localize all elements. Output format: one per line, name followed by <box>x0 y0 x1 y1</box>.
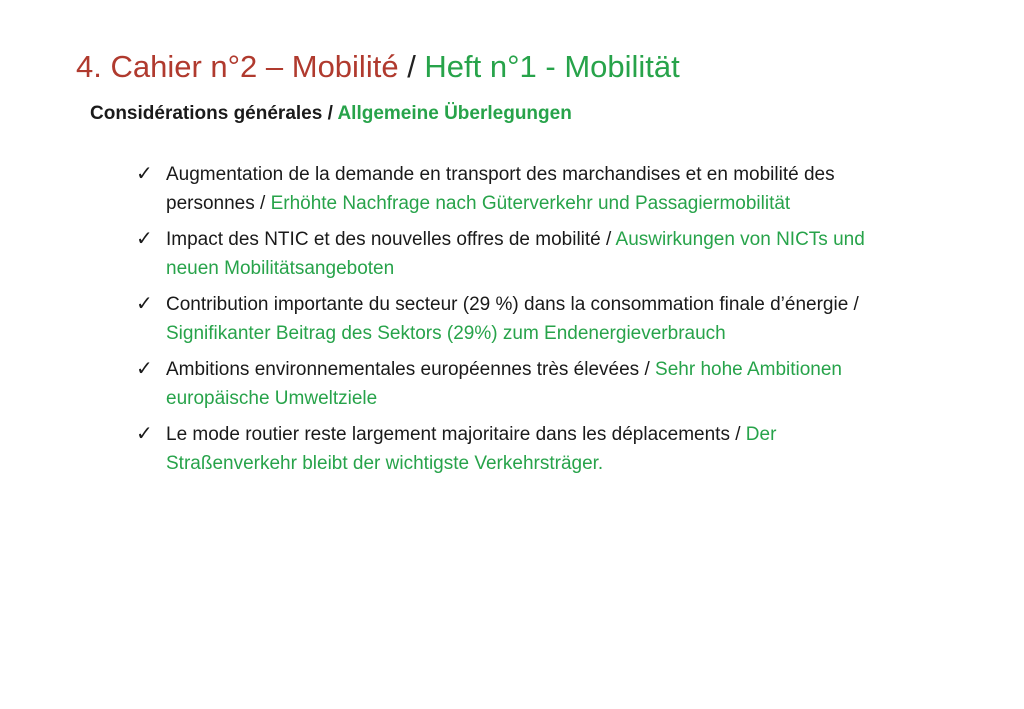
title-separator: / <box>398 49 425 84</box>
checkmark-icon: ✓ <box>136 423 153 445</box>
bullet-french: Ambitions environnementales européennes très élevées <box>166 359 640 380</box>
bullet-item <box>136 290 896 348</box>
bullet-german: Signifikanter Beitrag des Sektors (29%) zum Endenergieverbrauch <box>166 323 726 344</box>
section-subtitle <box>90 100 572 128</box>
bullet-item <box>136 225 896 283</box>
subtitle-french: Considérations générales <box>90 103 323 124</box>
subtitle-separator: / <box>322 103 338 124</box>
bullet-separator: / <box>254 193 271 214</box>
bullet-french: Impact des NTIC et des nouvelles offres de mobilité <box>166 229 601 250</box>
bullet-separator: / <box>639 359 656 380</box>
subtitle-german: Allgemeine Überlegungen <box>337 103 572 124</box>
bullet-separator: / <box>848 294 859 315</box>
bullet-german: Der Straßenverkehr bleibt der wichtigste Verkehrsträger. <box>166 424 777 474</box>
bullet-separator: / <box>600 229 616 250</box>
bullet-german: Erhöhte Nachfrage nach Güterverkehr und Passagiermobilität <box>270 193 791 214</box>
bullet-item <box>136 160 896 218</box>
bullet-list <box>136 160 896 485</box>
bullet-german: Auswirkungen von NICTs und neuen Mobilitätsangeboten <box>166 229 865 279</box>
bullet-french: Contribution importante du secteur (29 %) dans la consommation finale d’énergie <box>166 294 849 315</box>
checkmark-icon: ✓ <box>136 293 153 315</box>
checkmark-icon: ✓ <box>136 358 153 380</box>
title-german: Heft n°1 - Mobilität <box>424 49 680 84</box>
bullet-item <box>136 420 896 478</box>
title-french: 4. Cahier n°2 – Mobilité <box>76 49 399 84</box>
checkmark-icon: ✓ <box>136 228 153 250</box>
bullet-german: Sehr hohe Ambitionen europäische Umweltziele <box>166 359 842 409</box>
bullet-item <box>136 355 896 413</box>
checkmark-icon: ✓ <box>136 163 153 185</box>
bullet-separator: / <box>729 424 746 445</box>
bullet-french: Le mode routier reste largement majoritaire dans les déplacements <box>166 424 730 445</box>
bullet-french: Augmentation de la demande en transport des marchandises et en mobilité des personnes <box>166 164 835 214</box>
slide-title <box>76 44 680 90</box>
